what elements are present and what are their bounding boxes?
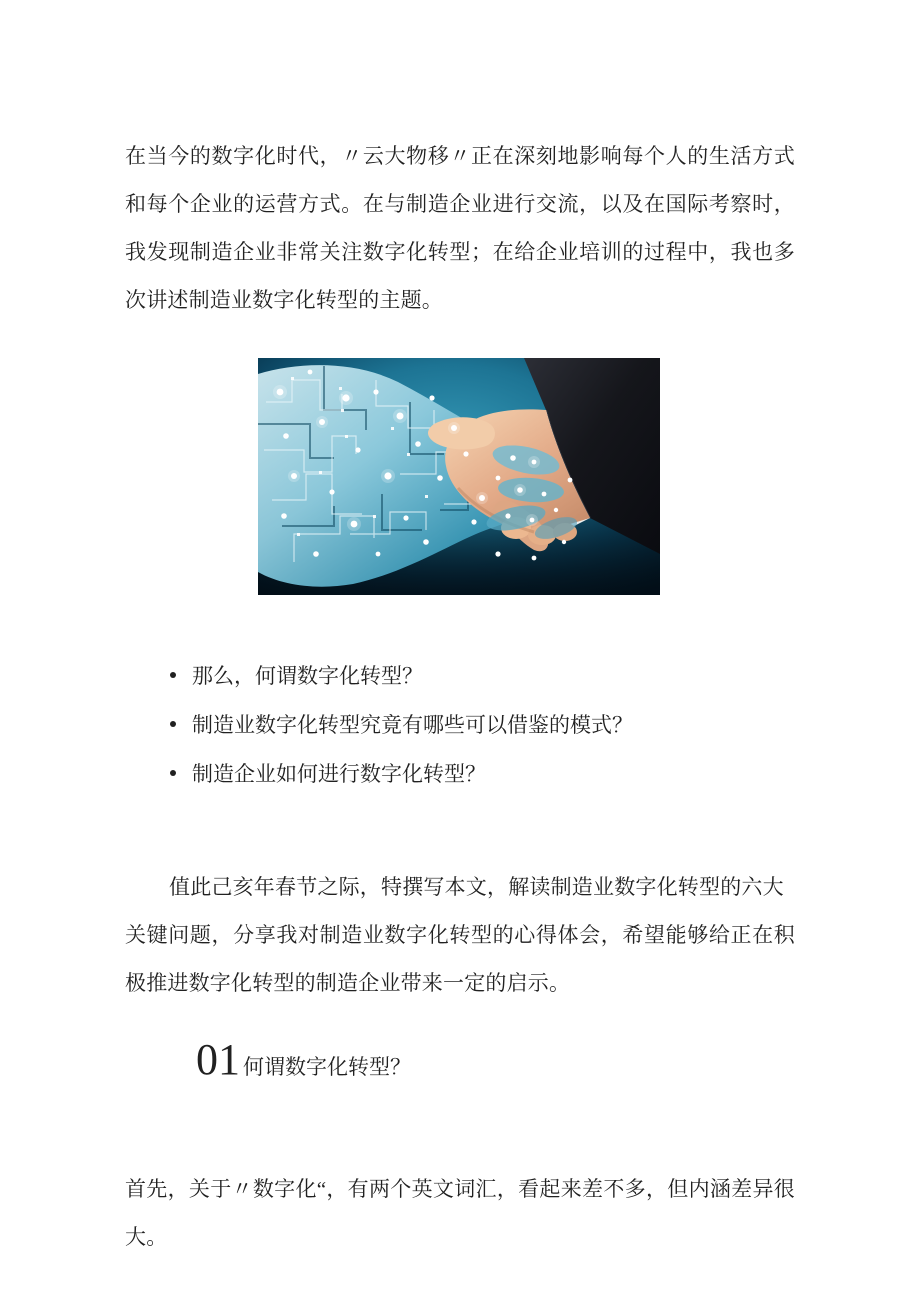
bullet-icon (170, 770, 176, 776)
list-item (125, 699, 795, 748)
paragraph-digitization-terms: 首先，关于〃数字化“，有两个英文词汇，看起来差不多，但内涵差异很大。 (125, 1177, 795, 1249)
paragraph-spring-festival (125, 863, 795, 1007)
list-item (125, 748, 795, 797)
digital-handshake-illustration (258, 358, 660, 595)
bullet-label: 制造企业如何进行数字化转型？ (192, 761, 486, 786)
bullet-label: 制造业数字化转型究竟有哪些可以借鉴的模式？ (192, 712, 633, 737)
section-title: 何谓数字化转型？ (243, 1055, 411, 1079)
bullet-icon (170, 672, 176, 678)
section-heading-01 (196, 1035, 411, 1084)
bullet-icon (170, 721, 176, 727)
question-bullet-list (125, 650, 795, 797)
bullet-label: 那么，何谓数字化转型？ (192, 663, 423, 688)
digital-handshake-image (258, 358, 660, 595)
list-item (125, 650, 795, 699)
section-number: 01 (196, 1035, 240, 1084)
paragraph-continuation: 关键问题，分享我对制造业数字化转型的心得体会，希望能够给正在积极推进数字化转型的制造企业带来一定的启示。 (125, 923, 795, 995)
paragraph-intro: 在当今的数字化时代，〃云大物移〃正在深刻地影响每个人的生活方式和每个企业的运营方式。在与制造企业进行交流，以及在国际考察时，我发现制造企业非常关注数字化转型；在给企业培训的过程中，我也多次讲述制造业数字化转型的主题。 (125, 144, 795, 312)
paragraph-line: 值此己亥年春节之际，特撰写本文，解读制造业数字化转型的六大 (169, 875, 784, 899)
